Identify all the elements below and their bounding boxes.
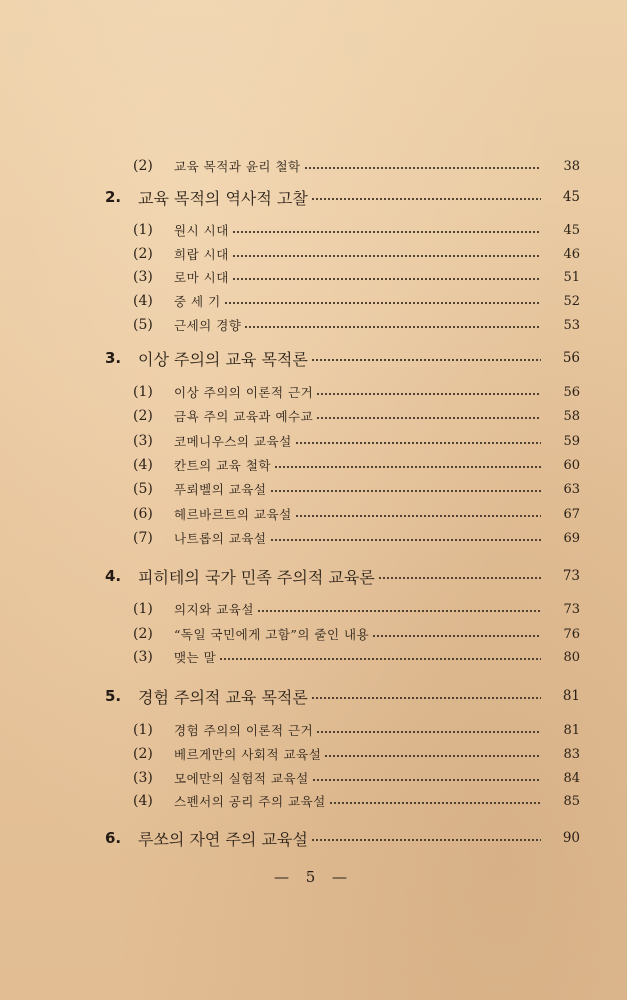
entry-title-with-leader — [174, 154, 541, 178]
entry-page-number: 46 — [563, 246, 580, 262]
toc-subsection-entry — [0, 154, 627, 178]
entry-number: (7) — [133, 530, 153, 546]
entry-title-with-leader — [174, 718, 541, 742]
entry-number: (3) — [133, 770, 153, 786]
entry-title-with-leader — [174, 766, 541, 790]
entry-title-with-leader — [174, 218, 541, 242]
toc-subsection-entry — [0, 718, 627, 742]
toc-subsection-entry — [0, 645, 627, 669]
entry-page-number: 60 — [563, 457, 580, 473]
entry-number: (2) — [133, 246, 153, 262]
entry-title: 나트롭의 교육설 — [174, 531, 267, 546]
entry-number: (1) — [133, 222, 153, 238]
entry-title-with-leader — [138, 824, 541, 852]
entry-page-number: 38 — [563, 158, 580, 174]
toc-subsection-entry — [0, 289, 627, 313]
entry-title-with-leader — [174, 526, 541, 550]
entry-page-number: 51 — [563, 269, 580, 285]
dot-leader — [270, 539, 542, 541]
entry-title-with-leader — [174, 242, 541, 266]
dot-leader — [304, 167, 541, 169]
entry-title: 의지와 교육설 — [174, 602, 254, 617]
entry-title-with-leader — [174, 453, 541, 477]
dot-leader — [312, 779, 541, 781]
entry-title-with-leader — [174, 789, 541, 813]
dot-leader — [329, 802, 541, 804]
toc-subsection-entry — [0, 502, 627, 526]
entry-page-number: 83 — [563, 746, 580, 762]
toc-section-entry — [0, 682, 627, 710]
dot-leader — [372, 635, 541, 637]
entry-title: 모에만의 실험적 교육설 — [174, 771, 309, 786]
entry-title-with-leader — [174, 502, 541, 526]
dot-leader — [311, 697, 541, 699]
entry-number: (2) — [133, 408, 153, 424]
entry-page-number: 81 — [562, 688, 580, 704]
toc-subsection-entry — [0, 597, 627, 621]
toc-subsection-entry — [0, 265, 627, 289]
dot-leader — [311, 198, 541, 200]
entry-number: (4) — [133, 457, 153, 473]
entry-number: 5. — [105, 687, 122, 705]
entry-page-number: 84 — [563, 770, 580, 786]
entry-title-with-leader — [174, 645, 541, 669]
entry-title: 맺는 말 — [174, 650, 217, 665]
toc-subsection-entry — [0, 429, 627, 453]
entry-number: 3. — [105, 349, 122, 367]
entry-number: (3) — [133, 649, 153, 665]
dot-leader — [295, 442, 541, 444]
entry-title: 스펜서의 공리 주의 교육설 — [174, 794, 326, 809]
dot-leader — [270, 490, 542, 492]
entry-title: 금욕 주의 교육과 예수교 — [174, 409, 314, 424]
entry-page-number: 73 — [562, 568, 580, 584]
dot-leader — [316, 393, 541, 395]
entry-title-with-leader — [174, 742, 541, 766]
dot-leader — [257, 610, 541, 612]
entry-number: (6) — [133, 506, 153, 522]
entry-number: (4) — [133, 293, 153, 309]
entry-number: (2) — [133, 158, 153, 174]
entry-page-number: 69 — [563, 530, 580, 546]
entry-title-with-leader — [174, 313, 541, 337]
entry-number: (2) — [133, 746, 153, 762]
entry-page-number: 59 — [563, 433, 580, 449]
entry-title-with-leader — [174, 622, 541, 646]
entry-page-number: 56 — [562, 350, 580, 366]
entry-page-number: 58 — [563, 408, 580, 424]
entry-page-number: 80 — [563, 649, 580, 665]
toc-subsection-entry — [0, 477, 627, 501]
entry-number: 2. — [105, 188, 122, 206]
page-folio: — 5 — — [273, 868, 354, 886]
entry-title-with-leader — [138, 344, 541, 372]
entry-number: (1) — [133, 722, 153, 738]
entry-title: 경험 주의적 교육 목적론 — [138, 687, 308, 707]
entry-title: 로마 시대 — [174, 270, 229, 285]
entry-title: 희랍 시대 — [174, 247, 229, 262]
entry-title: 피히테의 국가 민족 주의적 교육론 — [138, 567, 375, 587]
entry-title: 이상 주의의 교육 목적론 — [138, 349, 308, 369]
entry-title: 이상 주의의 이론적 근거 — [174, 385, 314, 400]
entry-number: (1) — [133, 384, 153, 400]
toc-subsection-entry — [0, 380, 627, 404]
toc-subsection-entry — [0, 453, 627, 477]
dot-leader — [311, 839, 541, 841]
toc-subsection-entry — [0, 622, 627, 646]
entry-number: (3) — [133, 433, 153, 449]
entry-title-with-leader — [138, 183, 541, 211]
entry-page-number: 45 — [563, 222, 580, 238]
dot-leader — [232, 255, 541, 257]
entry-page-number: 52 — [563, 293, 580, 309]
entry-number: 6. — [105, 829, 122, 847]
entry-title-with-leader — [174, 429, 541, 453]
entry-title-with-leader — [138, 682, 541, 710]
toc-section-entry — [0, 183, 627, 211]
entry-title: 푸뢰벨의 교육설 — [174, 482, 267, 497]
entry-page-number: 56 — [563, 384, 580, 400]
entry-page-number: 90 — [562, 830, 580, 846]
entry-page-number: 53 — [563, 317, 580, 333]
entry-title-with-leader — [174, 597, 541, 621]
dot-leader — [232, 231, 541, 233]
entry-title: 칸트의 교육 철학 — [174, 458, 271, 473]
entry-page-number: 76 — [563, 626, 580, 642]
entry-title-with-leader — [138, 562, 541, 590]
toc-subsection-entry — [0, 526, 627, 550]
entry-title: 교육 목적과 윤리 철학 — [174, 159, 301, 174]
entry-title: 코메니우스의 교육설 — [174, 434, 292, 449]
entry-title: “독일 국민에게 고함”의 줄인 내용 — [174, 627, 370, 642]
dot-leader — [244, 326, 541, 328]
entry-number: (1) — [133, 601, 153, 617]
toc-subsection-entry — [0, 766, 627, 790]
entry-page-number: 63 — [563, 481, 580, 497]
entry-title: 헤르바르트의 교육설 — [174, 507, 292, 522]
dot-leader — [324, 755, 541, 757]
entry-title-with-leader — [174, 404, 541, 428]
entry-title-with-leader — [174, 477, 541, 501]
toc-section-entry — [0, 344, 627, 372]
entry-title: 근세의 경향 — [174, 318, 242, 333]
dot-leader — [378, 577, 541, 579]
toc-section-entry — [0, 824, 627, 852]
dot-leader — [219, 658, 541, 660]
dot-leader — [224, 302, 541, 304]
entry-title-with-leader — [174, 289, 541, 313]
toc-subsection-entry — [0, 242, 627, 266]
entry-title-with-leader — [174, 380, 541, 404]
entry-page-number: 81 — [563, 722, 580, 738]
entry-number: (5) — [133, 317, 153, 333]
entry-number: (2) — [133, 626, 153, 642]
entry-title-with-leader — [174, 265, 541, 289]
dot-leader — [232, 278, 541, 280]
entry-title: 중 세 기 — [174, 294, 221, 309]
entry-page-number: 45 — [562, 189, 580, 205]
toc-subsection-entry — [0, 404, 627, 428]
entry-title: 베르게만의 사회적 교육설 — [174, 747, 322, 762]
toc-section-entry — [0, 562, 627, 590]
entry-title: 경험 주의의 이론적 근거 — [174, 723, 314, 738]
entry-title: 원시 시대 — [174, 223, 229, 238]
entry-title: 교육 목적의 역사적 고찰 — [138, 188, 308, 208]
dot-leader — [274, 466, 541, 468]
entry-number: (5) — [133, 481, 153, 497]
entry-number: (4) — [133, 793, 153, 809]
entry-title: 루쏘의 자연 주의 교육설 — [138, 829, 308, 849]
toc-subsection-entry — [0, 313, 627, 337]
entry-page-number: 85 — [563, 793, 580, 809]
entry-number: 4. — [105, 567, 122, 585]
dot-leader — [311, 359, 541, 361]
toc-subsection-entry — [0, 218, 627, 242]
toc-subsection-entry — [0, 742, 627, 766]
dot-leader — [316, 417, 541, 419]
toc-subsection-entry — [0, 789, 627, 813]
dot-leader — [316, 731, 541, 733]
dot-leader — [295, 515, 541, 517]
entry-page-number: 67 — [563, 506, 580, 522]
entry-number: (3) — [133, 269, 153, 285]
entry-page-number: 73 — [563, 601, 580, 617]
